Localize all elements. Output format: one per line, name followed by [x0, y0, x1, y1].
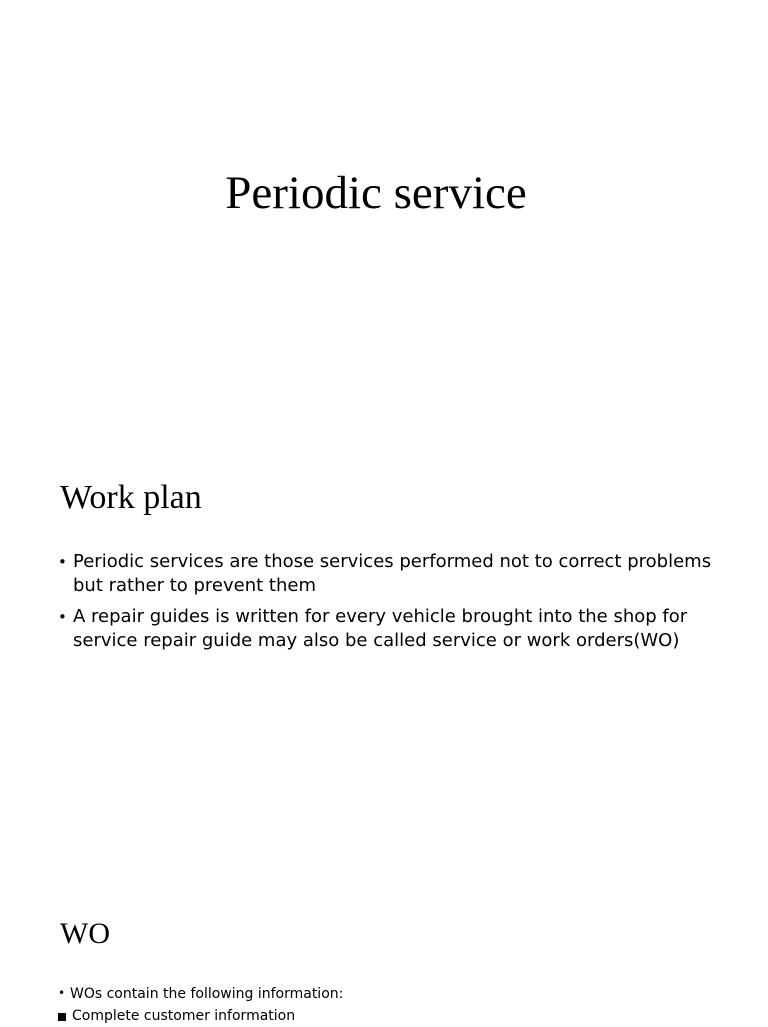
bullet-text: Complete customer information: [72, 1008, 296, 1024]
bullet-text: Periodic services are those services performed not to correct problems but rather to prevent them: [73, 551, 712, 596]
bullet-dot-icon: •: [58, 986, 66, 1000]
square-bullet-icon: [58, 1013, 66, 1021]
list-item: [58, 550, 718, 598]
list-item: [58, 605, 718, 653]
page-title: Periodic service: [225, 167, 527, 219]
bullet-dot-icon: •: [58, 553, 67, 571]
list-item: [58, 983, 718, 1005]
work-plan-bullet-list: [58, 550, 718, 660]
bullet-text: A repair guides is written for every vehicle brought into the shop for service repair guide may also be called service or work orders(WO): [73, 606, 688, 651]
bullet-dot-icon: •: [58, 608, 67, 626]
section-title-wo: WO: [60, 917, 110, 950]
slide-wo: [0, 890, 768, 1024]
wo-bullet-list: [58, 983, 718, 1027]
slide-work-plan: [0, 450, 768, 890]
bullet-text: WOs contain the following information:: [70, 986, 344, 1002]
section-title-work-plan: Work plan: [60, 479, 202, 516]
slide-title: [0, 0, 768, 450]
